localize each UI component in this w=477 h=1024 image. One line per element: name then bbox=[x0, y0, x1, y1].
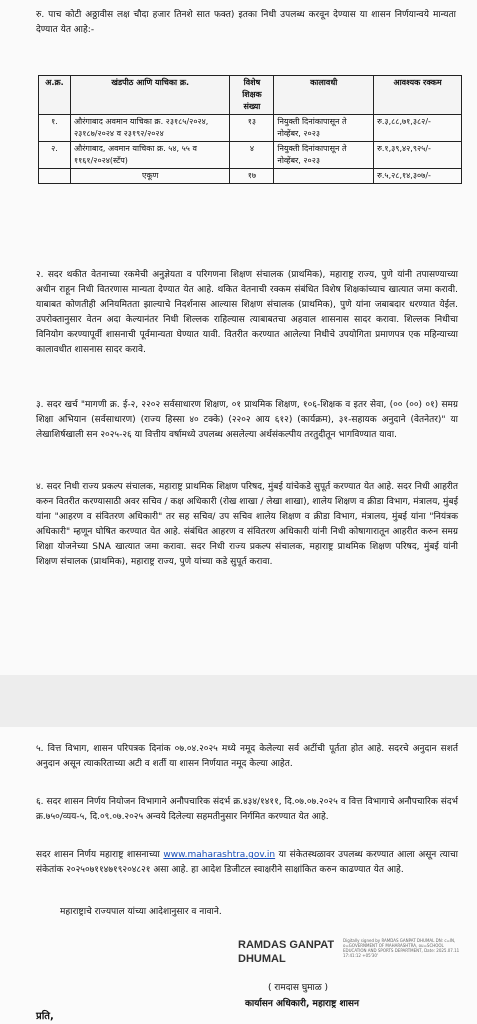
cell-bench-petition: औरंगाबाद, अवमान याचिका क्र. ५४, ५५ व ११६१/२०२४(स्टॅंप) bbox=[70, 142, 230, 169]
header-teacher-count: विशेष शिक्षक संख्या bbox=[230, 76, 274, 115]
digital-signature-name bbox=[238, 938, 334, 966]
total-label: एकूण bbox=[70, 169, 230, 184]
recipients-heading: प्रति, bbox=[36, 1011, 54, 1022]
paragraph-3: ३. सदर खर्च "मागणी क्र. ई-२, २२०२ सर्वसाधारण शिक्षण, ०१ प्राथमिक शिक्षण, १०६-शिक्षक व इतर सेवा, (०० (००) ०१) समग्र शिक्षा अभियान (सर्वसाधारण) (राज्य हिस्सा ४० टक्के) (२२०२ आय ६१२) (कार्यक्रम), ३१-सहायक अनुदाने (वेतनेतर)" या लेखाशिर्षखाली सन २०२५-२६ या वित्तीय वर्षामध्ये उपलब्ध असलेल्या अर्थसंकल्पीय तरतुदीतून भागविण्यात यावा. bbox=[36, 400, 458, 440]
cell-teacher-count: १३ bbox=[230, 115, 274, 142]
header-bench-petition: खंडपीठ आणि याचिका क्र. bbox=[70, 76, 230, 115]
total-count: १७ bbox=[230, 169, 274, 184]
signer-last-line: DHUMAL bbox=[238, 953, 286, 965]
paragraph-6: ६. सदर शासन निर्णय नियोजन विभागाने अनौपचारिक संदर्भ क्र.४३४/१४११, दि.०७.०७.२०२५ व वित्त विभागाचे अनौपचारिक संदर्भ क्र.७५०/व्यय-५, दि.०९.०७.२०२५ अन्वये दिलेल्या सहमतीनुसार निर्गमित करण्यात येत आहे. bbox=[36, 797, 458, 822]
paragraph-5: ५. वित्त विभाग, शासन परिपत्रक दिनांक ०७.०४.२०२५ मध्ये नमूद केलेल्या सर्व अटींची पूर्तता होत आहे. सदरचे अनुदान सशर्त अनुदान असून त्याकरिताच्या अटी व शर्ती या शासन निर्णयात नमूद केल्या आहेत. bbox=[36, 744, 458, 769]
paragraph-7-lead: सदर शासन निर्णय महाराष्ट्र शासनाच्या bbox=[36, 850, 164, 860]
intro-paragraph: रु. पाच कोटी अठ्ठावीस लक्ष चौदा हजार तिनशे सात फक्त) इतका निधी उपलब्ध करवून देण्यास या शासन निर्णयान्वये मान्यता देण्यात येत आहे:- bbox=[36, 10, 456, 35]
page-gap bbox=[0, 675, 477, 727]
cell-teacher-count: ४ bbox=[230, 142, 274, 169]
signatory-designation: कार्यासन अधिकारी, महाराष्ट्र शासन bbox=[245, 999, 359, 1009]
paragraph-2: २. सदर थकीत वेतनाच्या रकमेची अनुज्ञेयता व परिगणना शिक्षण संचालक (प्राथमिक), महाराष्ट्र राज्य, पुणे यांनी तपासण्याच्या अधीन राहून निधी वितरणास मान्यता देण्यात येत आहे. थकित वेतनाची रक्कम संबंधित विशेष शिक्षकांच्याच खात्यात जमा करावी. याबाबत कोणतीही अनियमितता झाल्याचे निदर्शनास आल्यास शिक्षण संचालक (प्राथमिक), पुणे यांना जबाबदार धरण्यात येईल. उपरोक्तानुसार वेतन अदा केल्यानंतर निधी शिल्लक राहिल्यास त्याबाबतचा अहवाल शासनास सादर करावा. शिल्लक निधीचा विनियोग करण्यापूर्वी शासनाची पूर्वमान्यता घेण्यात यावी. वितरीत करण्यात आलेल्या निधीचे उपयोगिता प्रमाणपत्र एक महिन्याच्या कालावधीत शासनास सादर करावे. bbox=[36, 270, 458, 355]
header-sr-no: अ.क्र. bbox=[39, 76, 71, 115]
signatory-name: ( रामदास घुमाळ ) bbox=[268, 983, 329, 993]
cell-amount: रु.१,३९,४२,९२५/- bbox=[374, 142, 462, 169]
table-header-row bbox=[39, 76, 462, 115]
digital-signature-details: Digitally signed by RAMDAS GANPAT DHUMAL DN: c=IN, o=GOVERNMENT OF MAHARASHTRA, ou=SCHOOL EDUCATION AND SPORTS DEPARTMENT, Date: 2025.07.11 17:41:12 +05'30' bbox=[343, 938, 460, 958]
paragraph-7-tail: या संकेतस्थळावर उपलब्ध करण्यात आला असून त्याचा संकेतांक २०२५०७११४७१९२०४८२१ असा आहे. हा आदेश डिजीटल स्वाक्षरीने साक्षांकित करुन काढण्यात येत आहे. bbox=[36, 850, 459, 875]
header-period: कालावधी bbox=[274, 76, 374, 115]
paragraph-4: ४. सदर निधी राज्य प्रकल्प संचालक, महाराष्ट्र प्राथमिक शिक्षण परिषद, मुंबई यांचेकडे सुपूर्त करण्यात येत आहे. सदर निधी आहरीत करुन वितरीत करण्यासाठी अवर सचिव / कक्ष अधिकारी (रोख शाखा / लेखा शाखा), शालेय शिक्षण व क्रीडा विभाग, मंत्रालय, मुंबई यांना "आहरण व संवितरण अधिकारी" तर सह सचिव/ उप सचिव शालेय शिक्षण व क्रीडा विभाग, मंत्रालय, मुंबई यांना "नियंत्रक अधिकारी" म्हणून घोषित करण्यात येत आहे. संबंधित आहरण व संवितरण अधिकारी यांनी निधी कोषागारातून आहरीत करुन समग्र शिक्षा योजनेच्या SNA खात्यात जमा करावा. सदर निधी राज्य प्रकल्प संचालक, महाराष्ट्र प्राथमिक शिक्षण परिषद, मुंबई यांनी शिक्षण संचालक (प्राथमिक), महाराष्ट्र राज्य, पुणे यांच्या कडे सुपूर्त करावा. bbox=[36, 482, 458, 567]
cell-period: नियुक्ती दिनांकापासून ते नोव्हेंबर, २०२३ bbox=[274, 115, 374, 142]
signer-first-line: RAMDAS GANPAT bbox=[238, 939, 335, 951]
cell-period: नियुक्ती दिनांकापासून ते नोव्हेंबर, २०२३ bbox=[274, 142, 374, 169]
total-amount: रु.५,२८,१४,३०७/- bbox=[374, 169, 462, 184]
governor-order-line: महाराष्ट्राचे राज्यपाल यांच्या आदेशानुसार व नावाने. bbox=[60, 907, 222, 917]
table-row bbox=[39, 115, 462, 142]
website-link[interactable]: www.maharashtra.gov.in bbox=[163, 850, 276, 860]
header-amount: आवश्यक रक्कम bbox=[374, 76, 462, 115]
cell-sr-no: १. bbox=[39, 115, 71, 142]
fund-table bbox=[38, 75, 462, 184]
cell-amount: रु.३,८८,७१,३८२/- bbox=[374, 115, 462, 142]
cell-sr-no: २. bbox=[39, 142, 71, 169]
cell-bench-petition: औरंगाबाद अवमान याचिका क्र. २३१८५/२०२४, २३१८७/२०२४ व २३१९२/२०२४ bbox=[70, 115, 230, 142]
table-total-row bbox=[39, 169, 462, 184]
paragraph-7 bbox=[36, 848, 458, 878]
table-row bbox=[39, 142, 462, 169]
